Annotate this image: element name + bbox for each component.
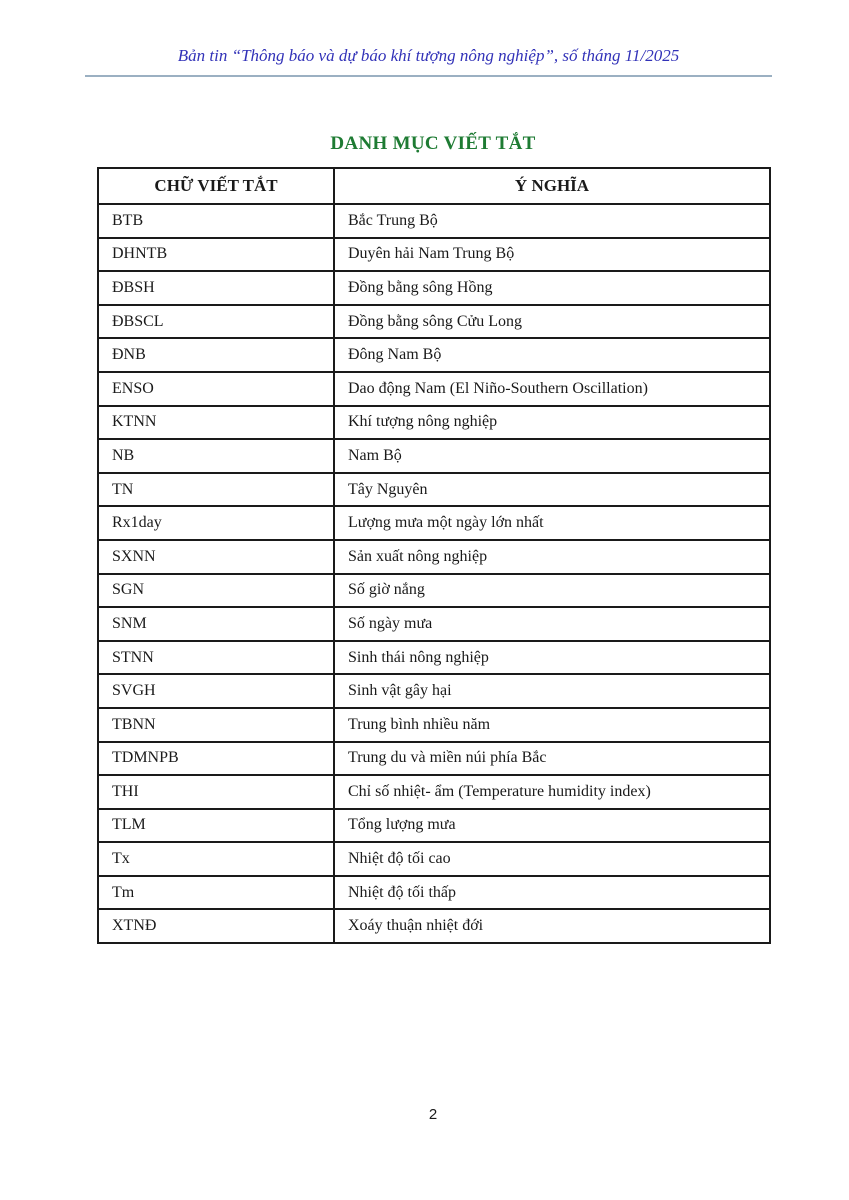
abbreviation-cell: BTB [98,204,334,238]
meaning-cell: Sinh thái nông nghiệp [334,641,770,675]
abbreviation-cell: Tx [98,842,334,876]
column-header-meaning: Ý NGHĨA [334,168,770,204]
table-row [98,473,770,507]
table-row [98,574,770,608]
meaning-cell: Duyên hải Nam Trung Bộ [334,238,770,272]
abbreviation-cell: TDMNPB [98,742,334,776]
table-row [98,372,770,406]
meaning-cell: Sản xuất nông nghiệp [334,540,770,574]
table-row [98,338,770,372]
meaning-cell: Trung bình nhiều năm [334,708,770,742]
table-row [98,641,770,675]
table-row [98,809,770,843]
table-row [98,540,770,574]
table-body [98,204,770,943]
meaning-cell: Số giờ nắng [334,574,770,608]
meaning-cell: Đồng bằng sông Cửu Long [334,305,770,339]
table-row [98,742,770,776]
abbreviation-cell: SVGH [98,674,334,708]
abbreviation-cell: ĐBSH [98,271,334,305]
abbreviation-cell: ĐNB [98,338,334,372]
meaning-cell: Chỉ số nhiệt- ẩm (Temperature humidity index) [334,775,770,809]
meaning-cell: Đồng bằng sông Hồng [334,271,770,305]
abbreviation-cell: NB [98,439,334,473]
abbreviation-cell: THI [98,775,334,809]
abbreviation-cell: SGN [98,574,334,608]
meaning-cell: Đông Nam Bộ [334,338,770,372]
meaning-cell: Bắc Trung Bộ [334,204,770,238]
abbreviation-cell: TN [98,473,334,507]
table-row [98,876,770,910]
table-row [98,305,770,339]
meaning-cell: Lượng mưa một ngày lớn nhất [334,506,770,540]
table-row [98,506,770,540]
table-row [98,708,770,742]
meaning-cell: Tây Nguyên [334,473,770,507]
meaning-cell: Khí tượng nông nghiệp [334,406,770,440]
meaning-cell: Nhiệt độ tối thấp [334,876,770,910]
table-header-row [98,168,770,204]
table-row [98,204,770,238]
column-header-abbreviation: CHỮ VIẾT TẮT [98,168,334,204]
abbreviation-cell: ENSO [98,372,334,406]
bulletin-header: Bản tin “Thông báo và dự báo khí tượng nông nghiệp”, số tháng 11/2025 [85,46,772,77]
table-row [98,775,770,809]
meaning-cell: Tổng lượng mưa [334,809,770,843]
table-row [98,238,770,272]
table-row [98,909,770,943]
table-row [98,271,770,305]
page-number: 2 [428,1106,438,1123]
meaning-cell: Trung du và miền núi phía Bắc [334,742,770,776]
table-row [98,607,770,641]
meaning-cell: Xoáy thuận nhiệt đới [334,909,770,943]
abbreviation-cell: TLM [98,809,334,843]
abbreviation-cell: SXNN [98,540,334,574]
table-row [98,842,770,876]
table-row [98,406,770,440]
table-row [98,439,770,473]
abbreviation-cell: KTNN [98,406,334,440]
meaning-cell: Nam Bộ [334,439,770,473]
abbreviation-cell: ĐBSCL [98,305,334,339]
page-title: DANH MỤC VIẾT TẮT [330,133,536,154]
meaning-cell: Nhiệt độ tối cao [334,842,770,876]
abbreviation-cell: XTNĐ [98,909,334,943]
meaning-cell: Dao động Nam (El Niño-Southern Oscillation) [334,372,770,406]
abbreviation-cell: DHNTB [98,238,334,272]
abbreviation-cell: Tm [98,876,334,910]
meaning-cell: Sinh vật gây hại [334,674,770,708]
abbreviation-cell: TBNN [98,708,334,742]
abbreviations-table [97,167,771,944]
abbreviation-cell: SNM [98,607,334,641]
abbreviation-cell: Rx1day [98,506,334,540]
abbreviation-cell: STNN [98,641,334,675]
table-row [98,674,770,708]
meaning-cell: Số ngày mưa [334,607,770,641]
